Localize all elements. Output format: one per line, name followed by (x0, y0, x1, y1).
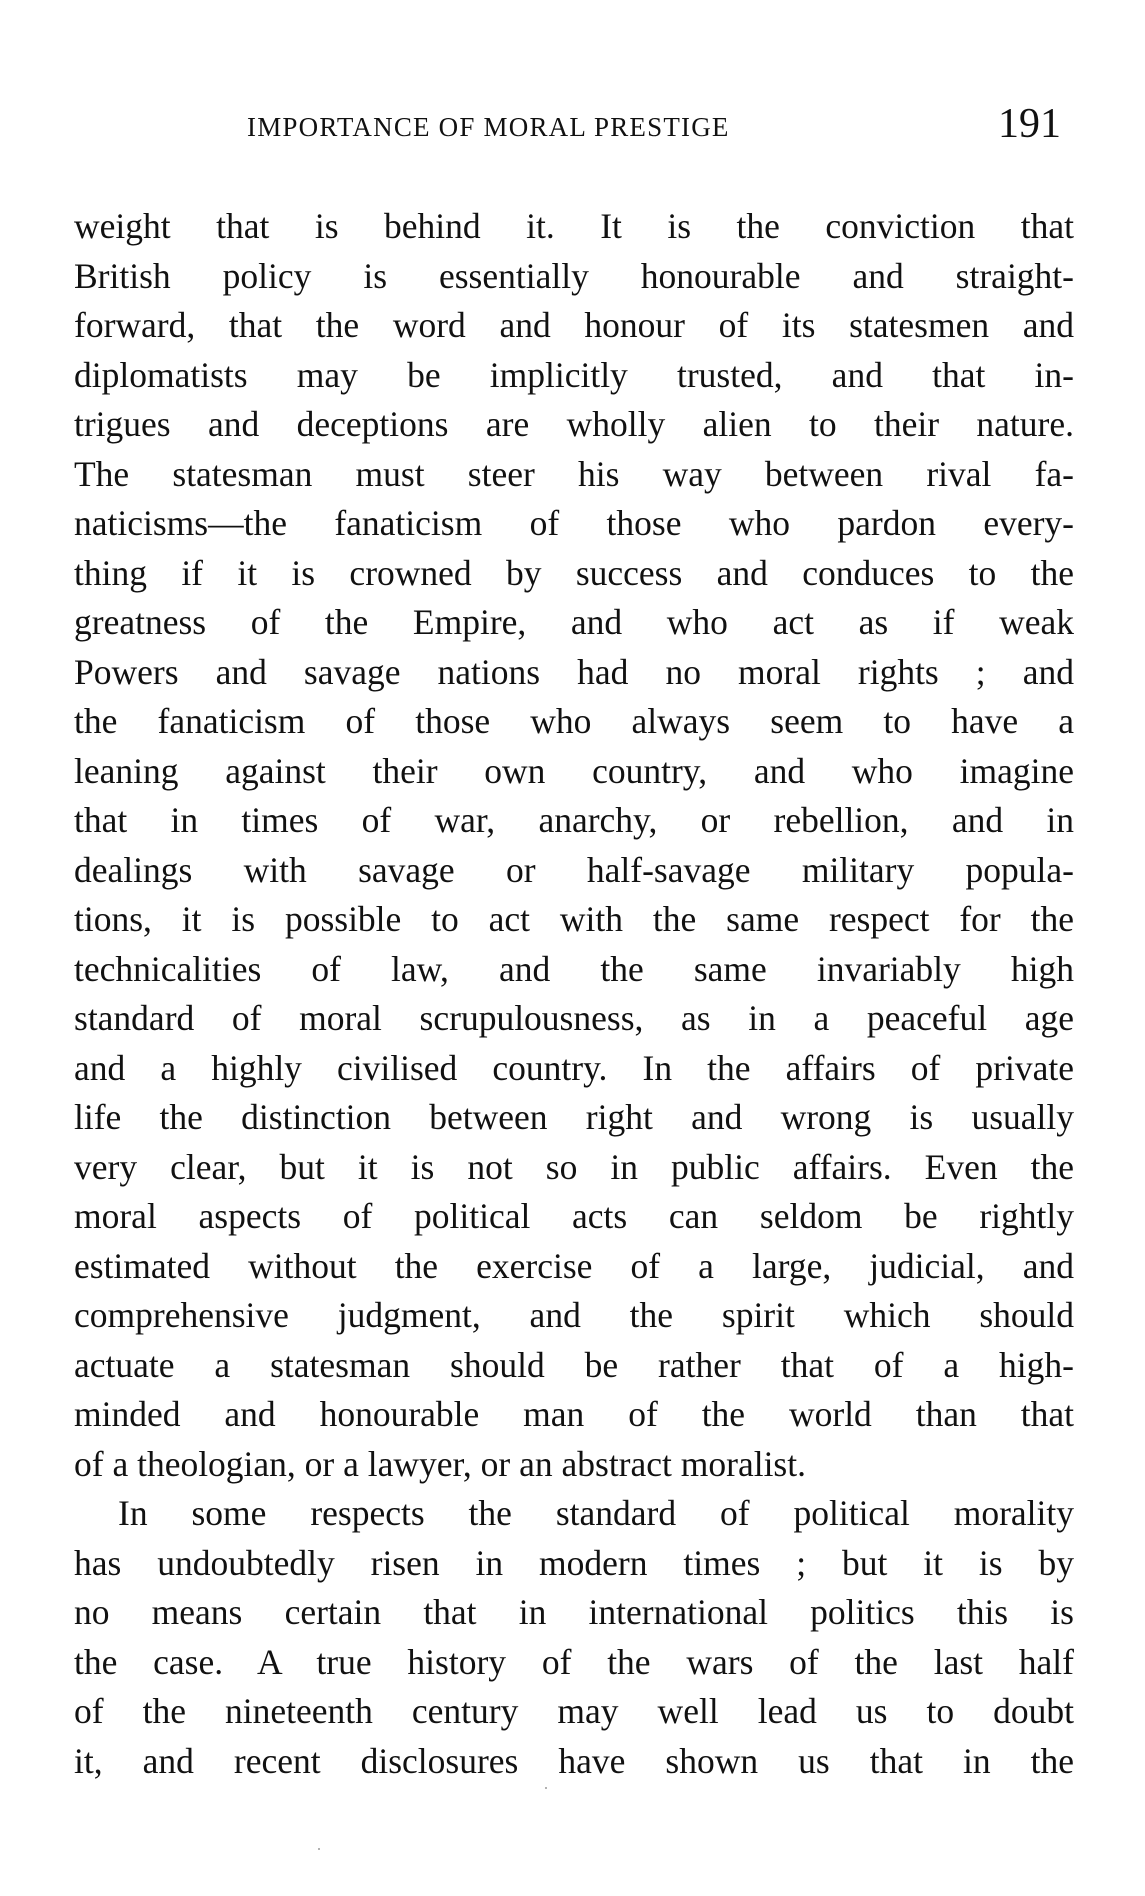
text-line: and a highly civilised country. In the affairs of private (74, 1047, 1074, 1088)
text-line: British policy is essentially honourable and straight- (74, 255, 1074, 296)
text-line: leaning against their own country, and who imagine (74, 750, 1074, 791)
text-line: the case. A true history of the wars of the last half (74, 1641, 1074, 1682)
page-number: 191 (998, 101, 1061, 147)
text-line: naticisms—the fanaticism of those who pardon every- (74, 503, 1074, 543)
text-line: diplomatists may be implicitly trusted, and that in- (74, 354, 1074, 395)
text-line: thing if it is crowned by success and conduces to the (74, 552, 1074, 593)
text-line: dealings with savage or half-savage military popula- (74, 849, 1074, 890)
text-line: greatness of the Empire, and who act as if weak (74, 602, 1074, 642)
paper-speck (318, 1848, 320, 1850)
text-line: estimated without the exercise of a large, judicial, and (74, 1245, 1074, 1286)
text-line: very clear, but it is not so in public affairs. Even the (74, 1146, 1074, 1187)
text-line: Powers and savage nations had no moral rights ; and (74, 651, 1074, 692)
text-line: it, and recent disclosures have shown us that in the (74, 1740, 1074, 1781)
running-title: IMPORTANCE OF MORAL PRESTIGE (247, 112, 730, 142)
text-line: the fanaticism of those who always seem to have a (74, 701, 1074, 741)
text-line: that in times of war, anarchy, or rebellion, and in (74, 800, 1074, 840)
text-line: forward, that the word and honour of its statesmen and (74, 305, 1074, 345)
text-line: actuate a statesman should be rather that of a high- (74, 1344, 1074, 1385)
text-line: of the nineteenth century may well lead us to doubt (74, 1691, 1074, 1731)
text-line: comprehensive judgment, and the spirit which should (74, 1295, 1074, 1335)
text-line: standard of moral scrupulousness, as in a peaceful age (74, 998, 1074, 1038)
text-line: moral aspects of political acts can seldom be rightly (74, 1196, 1074, 1236)
text-line: life the distinction between right and wrong is usually (74, 1097, 1074, 1137)
text-line: technicalities of law, and the same invariably high (74, 948, 1074, 989)
text-line: no means certain that in international politics this is (74, 1592, 1074, 1632)
text-line: The statesman must steer his way between rival fa- (74, 453, 1074, 494)
text-line: has undoubtedly risen in modern times ; but it is by (74, 1542, 1074, 1583)
body-text (74, 202, 1074, 1786)
paper-speck (545, 1787, 547, 1789)
text-line: trigues and deceptions are wholly alien to their nature. (74, 404, 1074, 444)
text-line-paragraph-start: In some respects the standard of political morality (118, 1493, 1074, 1533)
text-line: of a theologian, or a lawyer, or an abstract moralist. (74, 1443, 806, 1484)
text-line: minded and honourable man of the world than that (74, 1394, 1074, 1434)
text-line: weight that is behind it. It is the conviction that (74, 206, 1074, 246)
text-line: tions, it is possible to act with the same respect for the (74, 899, 1074, 939)
